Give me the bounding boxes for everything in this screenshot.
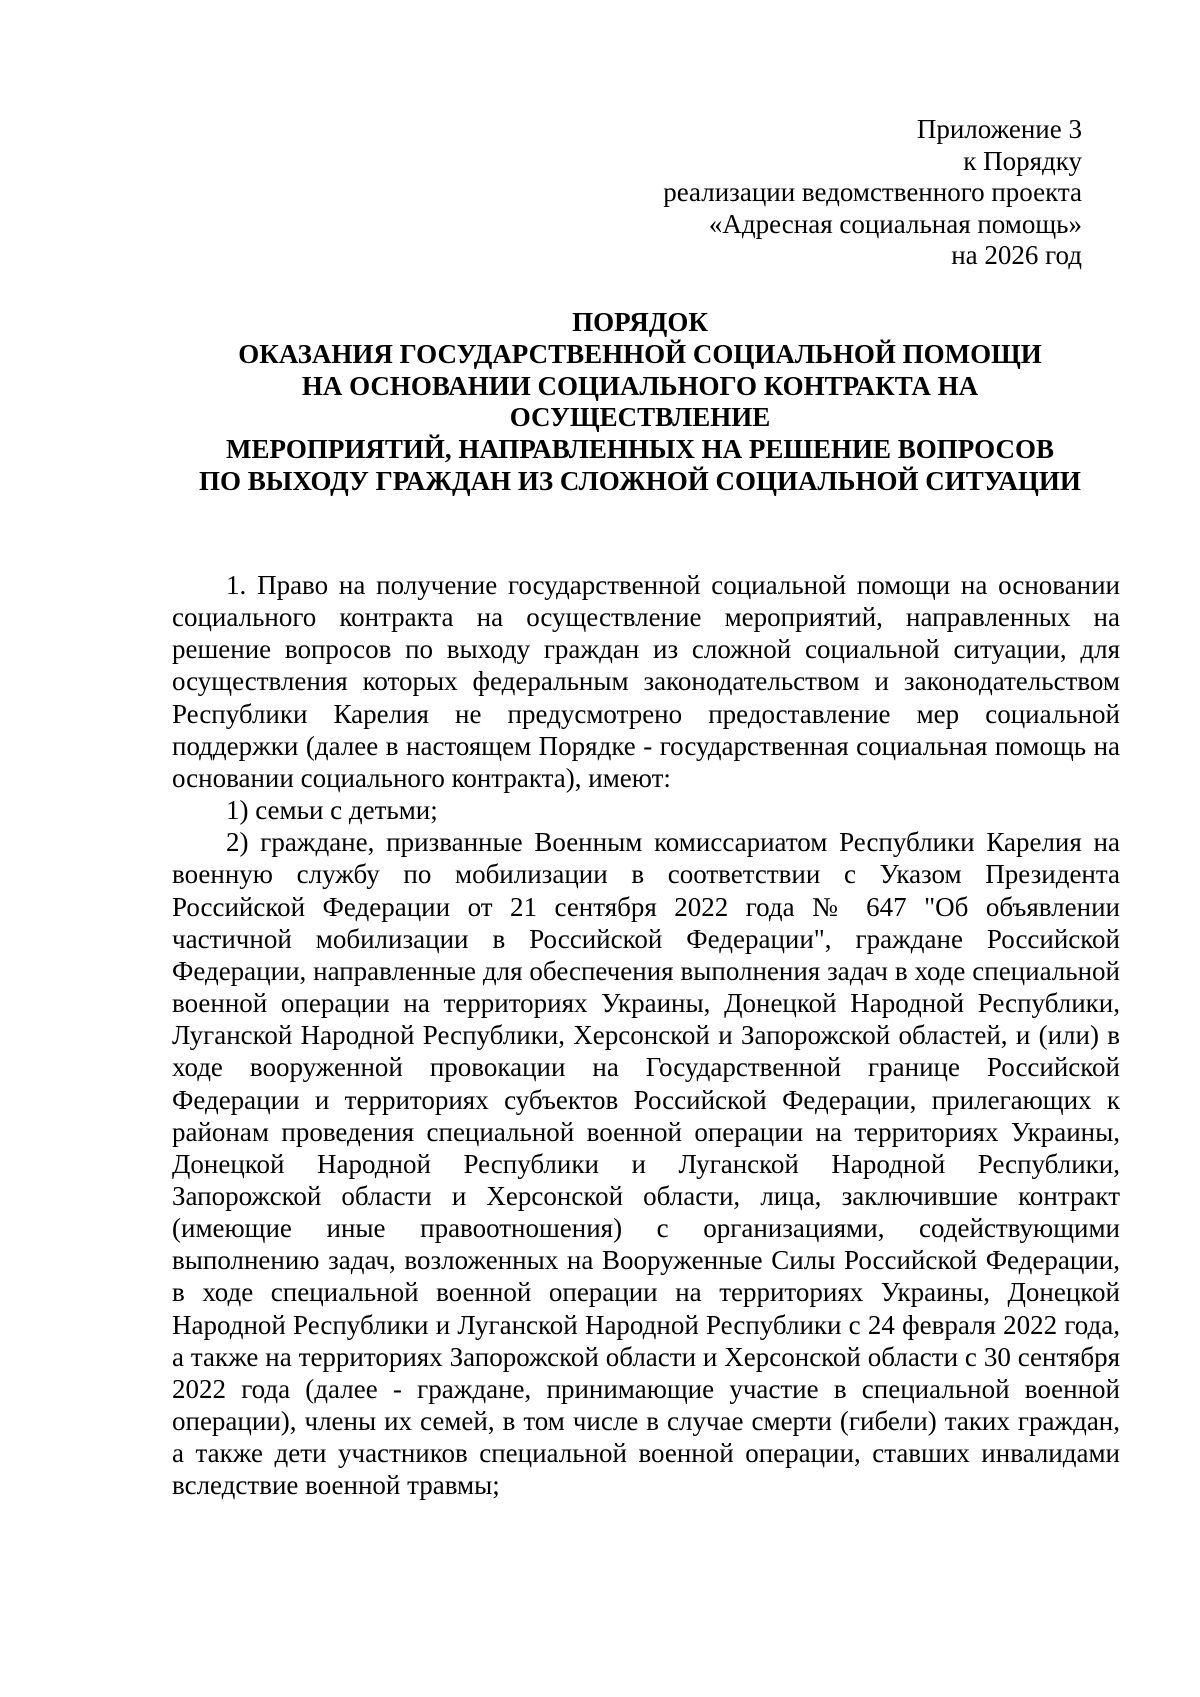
appendix-line: к Порядку (963, 145, 1082, 176)
title-line: ПО ВЫХОДУ ГРАЖДАН ИЗ СЛОЖНОЙ СОЦИАЛЬНОЙ СИТУАЦИИ (199, 465, 1081, 496)
title-line: НА ОСНОВАНИИ СОЦИАЛЬНОГО КОНТРАКТА НА (301, 370, 979, 401)
appendix-line: Приложение 3 (916, 114, 1082, 144)
body-paragraph: 1) семьи с детьми; (226, 795, 438, 826)
body-paragraph: 2) граждане, призванные Военным комиссариатом Республики Карелия на военную службу по мобилизации в соответствии с Указом Президента Российской Федерации от 21 сентября 2022 года № 647 "Об объявлении частичной мобилизации в Российской Федерации", граждане Российской Федерации, направленные для обеспечения выполнения задач в ходе специальной военной операции на территориях Украины, Донецкой Народной Республики, Луганской Народной Республики, Херсонской и Запорожской областей, и (или) в ходе вооруженной провокации на Государственной границе Российской Федерации и территориях субъектов Российской Федерации, прилегающих к районам проведения специальной военной операции на территориях Украины, Донецкой Народной Республики и Луганской Народной Республики, Запорожской области и Херсонской области, лица, заключившие контракт (имеющие иные правоотношения) с организациями, содействующими выполнению задач, возложенных на Вооруженные Силы Российской Федерации, в ходе специальной военной операции на территориях Украины, Донецкой Народной Республики и Луганской Народной Республики с 24 февраля 2022 года, а также на территориях Запорожской области и Херсонской области с 30 сентября 2022 года (далее - граждане, принимающие участие в специальной военной операции), члены их семей, в том числе в случае смерти (гибели) таких граждан, а также дети участников специальной военной операции, ставших инвалидами вследствие военной травмы; (172, 827, 1120, 1501)
appendix-line: на 2026 год (951, 240, 1082, 270)
document-body (172, 569, 1120, 1502)
appendix-reference (663, 114, 1082, 272)
appendix-line: «Адресная социальная помощь» (708, 208, 1082, 239)
title-line: МЕРОПРИЯТИЙ, НАПРАВЛЕННЫХ НА РЕШЕНИЕ ВОПРОСОВ (226, 434, 1054, 465)
body-paragraph: 1. Право на получение государственной социальной помощи на основании социального контракта на осуществление мероприятий, направленных на решение вопросов по выходу граждан из сложной социальной ситуации, для осуществления которых федеральным законодательством и законодательством Республики Карелия не предусмотрено предоставление мер социальной поддержки (далее в настоящем Порядке - государственная социальная помощь на основании социального контракта), имеют: (172, 570, 1120, 793)
appendix-line: реализации ведомственного проекта (663, 177, 1082, 207)
title-line: ОКАЗАНИЯ ГОСУДАРСТВЕННОЙ СОЦИАЛЬНОЙ ПОМОЩИ (238, 338, 1042, 369)
document-title (160, 307, 1120, 498)
title-line: ОСУЩЕСТВЛЕНИЕ (509, 402, 771, 433)
title-line: ПОРЯДОК (572, 307, 708, 337)
